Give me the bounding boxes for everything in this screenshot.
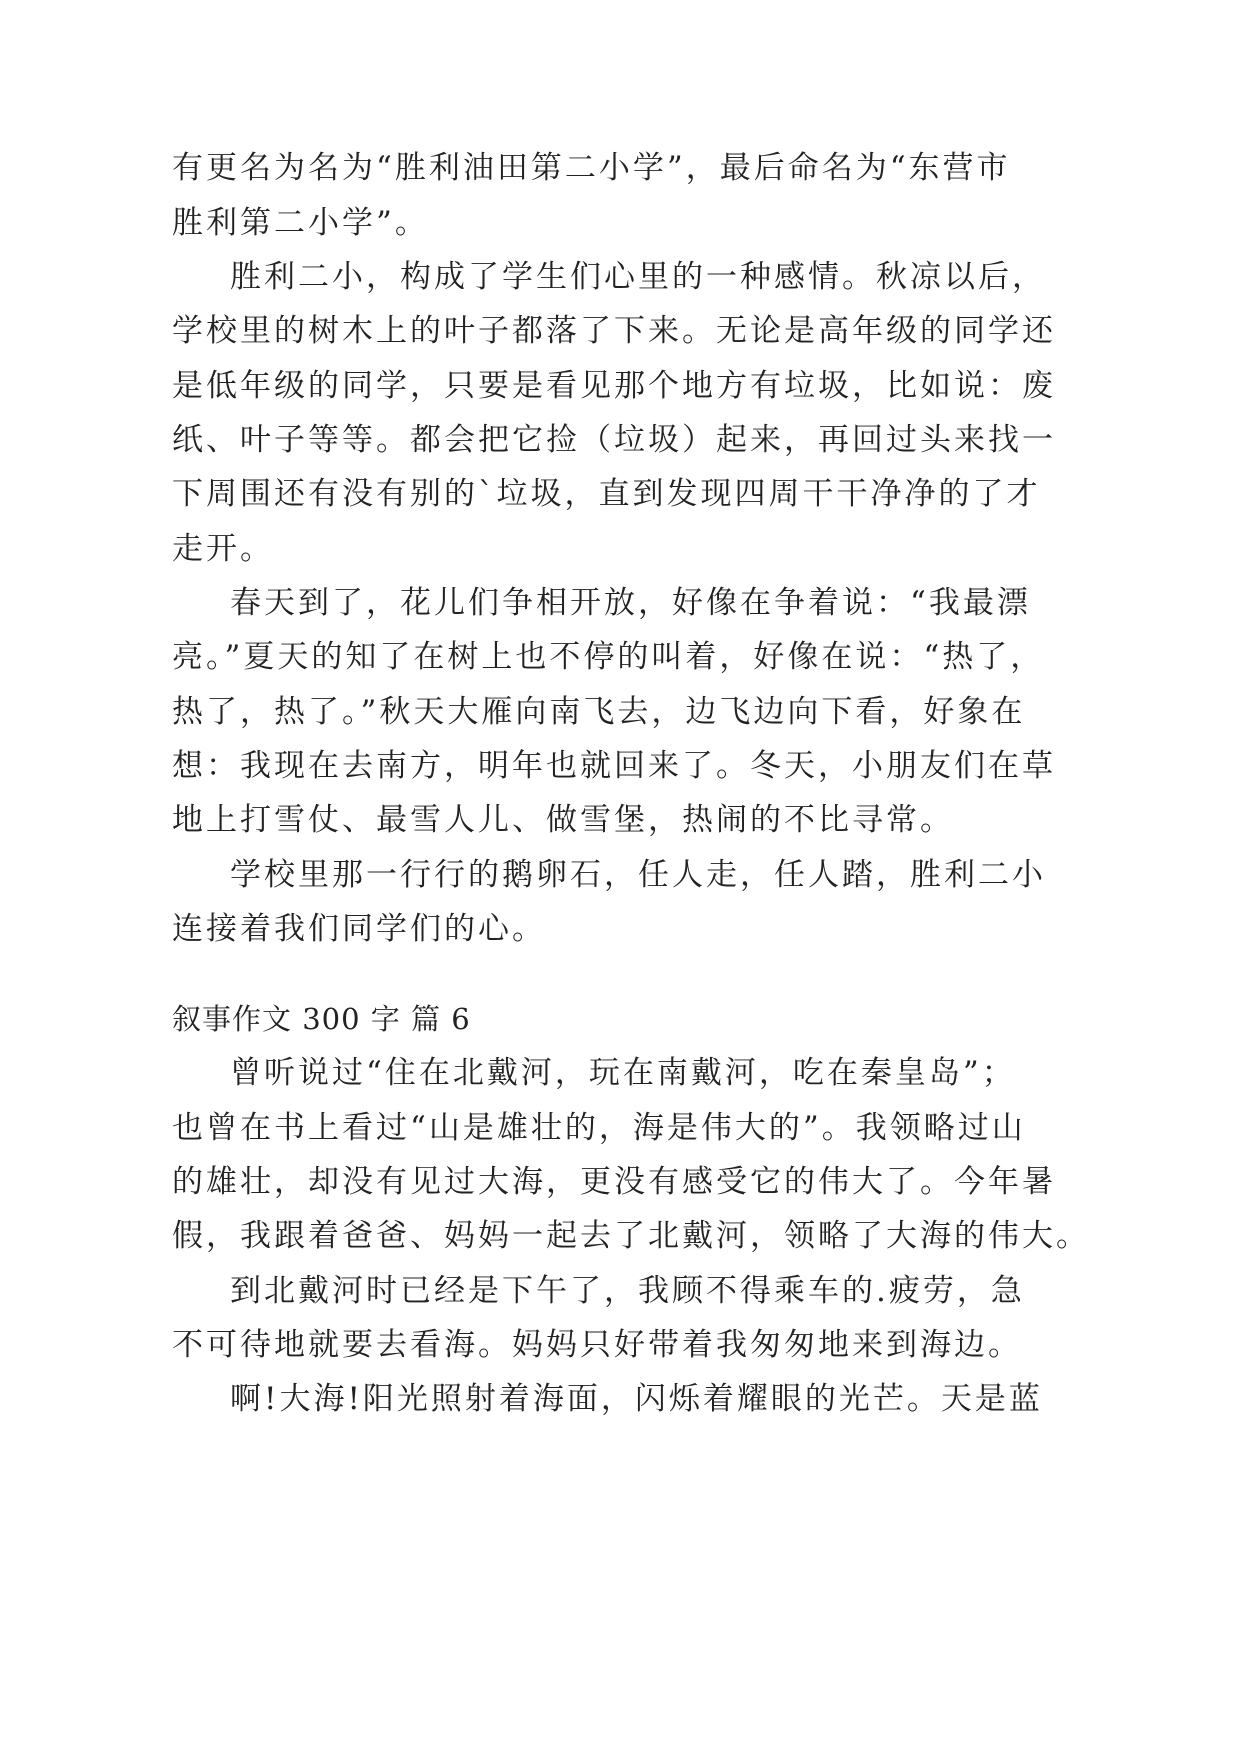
paragraph-line: 到北戴河时已经是下午了，我顾不得乘车的.疲劳，急 [230, 1273, 1025, 1309]
paragraph-line: 学校里那一行行的鹅卵石，任人走，任人踏，胜利二小 [230, 857, 1046, 893]
paragraph-line: 胜利第二小学”。 [172, 205, 429, 241]
paragraph-line: 想：我现在去南方，明年也就回来了。冬天，小朋友们在草 [172, 748, 1056, 784]
paragraph-line: 纸、叶子等等。都会把它捡（垃圾）起来，再回过头来找一 [172, 422, 1056, 458]
paragraph-line: 春天到了，花儿们争相开放，好像在争着说：“我最漂 [230, 585, 1031, 621]
paragraph-line: 胜利二小，构成了学生们心里的一种感情。秋凉以后， [230, 259, 1046, 295]
paragraph-line: 地上打雪仗、最雪人儿、做雪堡，热闹的不比寻常。 [172, 802, 954, 838]
paragraph-line: 下周围还有没有别的`垃圾，直到发现四周干干净净的了才 [172, 476, 1041, 512]
paragraph-line: 假，我跟着爸爸、妈妈一起去了北戴河，领略了大海的伟大。 [172, 1218, 1090, 1254]
paragraph-line: 也曾在书上看过“山是雄壮的，海是伟大的”。我领略过山 [172, 1110, 1026, 1146]
paragraph-line: 连接着我们同学们的心。 [172, 911, 546, 947]
paragraph-line: 有更名为名为“胜利油田第二小学”，最后命名为“东营市 [172, 150, 1011, 186]
paragraph-line: 走开。 [172, 531, 274, 567]
paragraph-line: 不可待地就要去看海。妈妈只好带着我匆匆地来到海边。 [172, 1327, 1022, 1363]
paragraph-line: 热了，热了。”秋天大雁向南飞去，边飞边向下看，好象在 [172, 694, 1026, 730]
section-heading: 叙事作文 300 字 篇 6 [172, 1002, 471, 1036]
paragraph-line: 是低年级的同学，只要是看见那个地方有垃圾，比如说：废 [172, 368, 1056, 404]
paragraph-line: 亮。”夏天的知了在树上也不停的叫着，好像在说：“热了， [172, 639, 1045, 675]
paragraph-line: 啊!大海!阳光照射着海面，闪烁着耀眼的光芒。天是蓝 [230, 1381, 1043, 1417]
paragraph-line: 学校里的树木上的叶子都落了下来。无论是高年级的同学还 [172, 313, 1056, 349]
paragraph-line: 的雄壮，却没有见过大海，更没有感受它的伟大了。今年暑 [172, 1164, 1056, 1200]
paragraph-line: 曾听说过“住在北戴河，玩在南戴河，吃在秦皇岛”； [230, 1055, 1016, 1091]
